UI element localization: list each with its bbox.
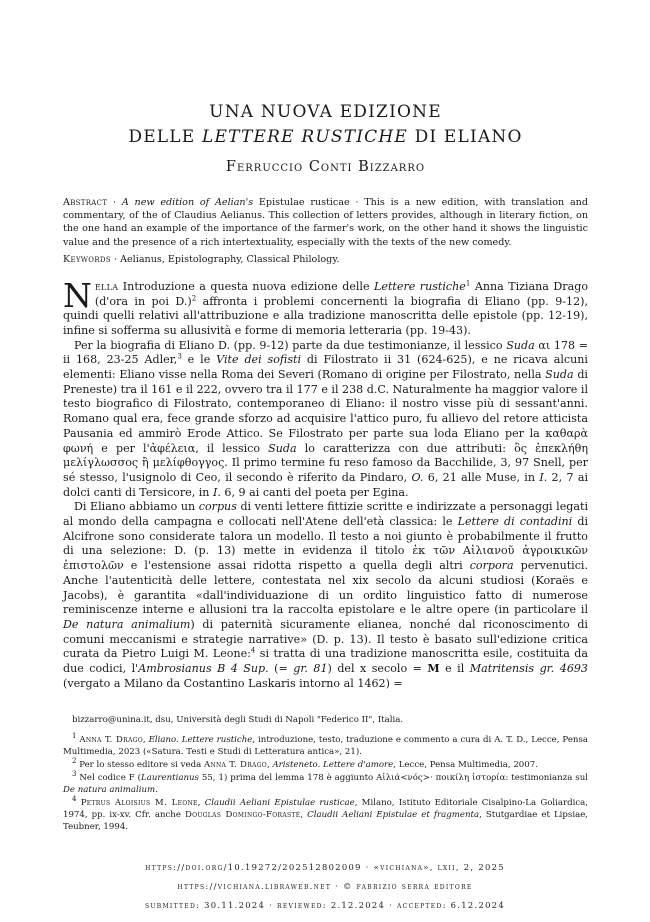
footnote-4 [63, 794, 589, 833]
p3-text: di Alcifrone sono considerate talora un modello. Il testo a noi giunto è probabilmente il frutto di una selezione: D. (p. 13) mette in evidenza il titolo ἐκ τῶν Αἰλιανοῦ ἀγροικικῶν ἐπιστολῶν e l'estensione assai ridotta rispetto a quella degli altri [63, 515, 588, 573]
fn4-text: , Milano, Istituto Editoriale Cisalpino-La Goliardica, 1974, pp. ix-xv. Cfr. anche [63, 797, 589, 820]
footnotes [63, 714, 588, 833]
fn3-italic: De natura animalium [63, 784, 156, 795]
fn2-title: Aristeneto. Lettere d'amore [272, 759, 394, 770]
paragraph-1 [63, 275, 588, 339]
p3-italic: Ambrosianus B 4 Sup. [138, 662, 269, 676]
footnote-2-num: 2 [72, 756, 77, 765]
footnote-2 [63, 756, 588, 771]
p3-italic: Lettere di contadini [457, 515, 573, 529]
p3-text: ) del x secolo = [327, 662, 428, 676]
p2-italic: I. [539, 470, 548, 484]
p2-text: di Filostrato ii 31 (624-625), e ne ricava alcuni elementi: Eliano visse nella Roma dei Severi (Romano di origine per Filostrato, nella [63, 353, 588, 382]
fn1-text: , introduzione, testo, traduzione e commento a cura di A. T. D., Lecce, Pensa Multimedia, 2023 («Satura. Testi e Studi di Letteratura antica», 21). [63, 734, 588, 757]
fn1-author: Anna T. Drago [79, 734, 143, 745]
keywords [63, 253, 588, 266]
p3-italic: Matritensis gr. 4693 [469, 662, 588, 676]
article-body [63, 275, 589, 692]
p3-bold: M [427, 662, 440, 676]
fn4-title2: Claudii Aeliani Epistulae et fragmenta [307, 809, 480, 820]
dates-line: submitted: 30.11.2024 · reviewed: 2.12.2024 · accepted: 6.12.2024 [145, 900, 505, 910]
fn2-text: , Lecce, Pensa Multimedia, 2007. [393, 759, 538, 770]
abstract-label: Abstract [63, 197, 108, 208]
p1-italic: Lettere rustiche [374, 279, 466, 293]
footnote-3 [63, 769, 588, 796]
p2-text: e le [181, 353, 217, 367]
p2-text: Per la biografia di Eliano D. (pp. 9-12) parte da due testimonianze, il lessico [74, 338, 507, 352]
title-line2-post: DI ELIANO [407, 127, 523, 147]
fn2-author: Anna T. Drago [203, 759, 267, 770]
footnote-ref-1[interactable]: 1 [465, 279, 471, 288]
p2-text: αι 178 = ii 168, 23-25 Adler, [63, 338, 588, 367]
footnote-4-num: 4 [72, 794, 77, 803]
footnote-ref-3[interactable]: 3 [177, 352, 182, 361]
p3-text: ) di paternità sicuramente elianea, nonché dal riconoscimento di comuni meccanismi e strategie narrative» (D. p. 13). Il testo è basato sull'edizione critica curata da Pietro Luigi M. Leone: [63, 617, 588, 661]
fn1-title: Eliano. Lettere rustiche [148, 734, 253, 745]
p2-italic: O. [411, 470, 424, 484]
fn4-text: , Stutgardiae et Lipsiae, Teubner, 1994. [63, 809, 589, 832]
p2-italic: Suda [545, 368, 574, 382]
abstract-text: · This is a new edition, with translation and commentary, of the of Claudius Aelianus. This collection of letters provides, although in literary fiction, on the one hand an example of the importance of the farmer's work, on the other hand it shows the linguistic value and the presence of a rich intertextuality, especially with the texts of the new comedy. [63, 197, 588, 248]
footnote-1-num: 1 [72, 731, 77, 740]
fn3-text: Nel codice F ( [79, 772, 142, 783]
abstract-italic-lead: A new edition of Aelian's [121, 197, 254, 208]
p2-text: 6, 9 ai canti del poeta per Egina. [220, 485, 409, 499]
p2-italic: Suda [506, 338, 535, 352]
fn3-italic: Laurentianus [141, 772, 199, 783]
fn3-text: . [155, 784, 158, 795]
p2-italic: I. [212, 485, 221, 499]
p3-text: Di Eliano abbiamo un [74, 500, 199, 514]
abstract-title: Epistulae rusticae [253, 197, 350, 208]
p2-text: 6, 21 alle Muse, in [423, 470, 540, 484]
p2-text: 2, 7 ai dolci canti di Tersicore, in [63, 470, 588, 499]
p3-italic: gr. 81 [293, 662, 328, 676]
footnote-3-num: 3 [72, 769, 77, 778]
drop-cap: N [63, 275, 92, 315]
article-author: Ferruccio Conti Bizzarro [225, 159, 426, 175]
p2-text: lo caratterizza con due attributi: ὃς ἐπεκλήθη μελίγλωσσος ἢ μελίφθογγος. Il primo termine fu reso famoso da Bacchilide, 3, 97 Snell, per sé stesso, l'usignolo di Ceo, il secondo è riferito da Pindaro, [63, 441, 588, 484]
fn4-author: Petrus Aloisius M. Leone [80, 797, 198, 808]
title-line2-italic: LETTERE RUSTICHE [202, 127, 408, 147]
article-title-line2 [63, 125, 588, 150]
fn1-sep: , [142, 734, 149, 745]
p1-text: affronta i problemi concernenti la biografia di Eliano (pp. 9-12), quindi quelli relativi all'attribuzione e alla tradizione manoscritta delle epistole (pp. 12-19), infine si sofferma su allusività e forme di memoria letteraria (pp. 19-43). [63, 294, 588, 337]
p2-text: di Preneste) tra il 161 e il 222, ovvero tra il 177 e il 238 d.C. Naturalmente ha maggior valore il testo biografico di Filostrato, contemporaneo di Eliano: il nostro visse più di sessant'anni. Romano qual era, fece grande sforzo ad acquisire l'attico puro, fu allievo del retore atticista Pausania ed ammirò Erode Attico. Se Filostrato per parte sua loda Eliano per la καθαρὰ φωνή e per l'ἀφέλεια, il lessico [63, 368, 588, 455]
fn4-sep: , [197, 797, 205, 808]
footnote-1 [63, 731, 588, 758]
p3-italic: De natura animalium [63, 617, 191, 631]
p2-italic: Vite dei sofisti [216, 353, 302, 367]
fn4-text: , [300, 809, 308, 820]
footnote-ref-4[interactable]: 4 [250, 646, 256, 655]
p2-italic: Suda [268, 441, 297, 455]
fn3-text: 55, 1) prima del lemma 178 è aggiunto Αἰλιά<νός>· ποικίλη ἱστορία: testimonianza sul [198, 772, 588, 783]
fn4-author2: Douglas Domingo-Forasté [184, 809, 301, 820]
p1-text: Introduzione a questa nuova edizione delle [118, 279, 375, 293]
author-affiliation: bizzarro@unina.it, dsu, Università degli Studi di Napoli "Federico II", Italia. [72, 714, 404, 725]
p3-text: si tratta di una tradizione manoscritta esile, costituita da due codici, l' [63, 647, 588, 676]
p3-text: (= [268, 662, 294, 676]
p1-smallcaps: ella [94, 279, 119, 293]
fn4-title: Claudii Aeliani Epistulae rusticae [204, 797, 355, 808]
doi-line[interactable]: https://doi.org/10.19272/202512802009 · «vichiana», lxii, 2, 2025 [145, 862, 505, 872]
footnote-ref-2[interactable]: 2 [191, 293, 197, 302]
p3-text: e il [439, 662, 470, 676]
keywords-label: Keywords [63, 253, 111, 265]
paragraph-3 [63, 500, 588, 691]
article-title-line1: UNA NUOVA EDIZIONE [209, 102, 442, 122]
abstract-sep: · [107, 197, 122, 208]
paragraph-2 [63, 339, 588, 501]
fn2-sep: , [267, 759, 273, 770]
p3-italic: corpora [469, 559, 514, 573]
p3-italic: corpus [198, 500, 237, 514]
fn2-text: Per lo stesso editore si veda [79, 759, 204, 770]
publisher-line[interactable]: https://vichiana.libraweb.net · © fabrizio serra editore [177, 881, 473, 891]
abstract [63, 196, 588, 249]
p3-text: di venti lettere fittizie scritte e indirizzate a personaggi legati al mondo della campagna e collocati nell'Atene dell'età classica: le [63, 500, 588, 529]
p1-text: Anna Tiziana Drago (d'ora in poi D.) [94, 279, 588, 308]
keywords-text: · Aelianus, Epistolography, Classical Philology. [110, 253, 340, 265]
p3-text: pervenutici. Anche l'autenticità delle lettere, contestata nel xix secolo da alcuni studiosi (Koraës e Jacobs), è garantita «dall'individuazione di un ordito linguistico fatto di numerose reminiscenze interne e allusioni tra la raccolta epistolare e le altre opere (in particolare il [63, 559, 589, 617]
p3-text: (vergato a Milano da Costantino Laskaris intorno al 1462) = [63, 676, 403, 690]
title-line2-pre: DELLE [128, 127, 202, 147]
